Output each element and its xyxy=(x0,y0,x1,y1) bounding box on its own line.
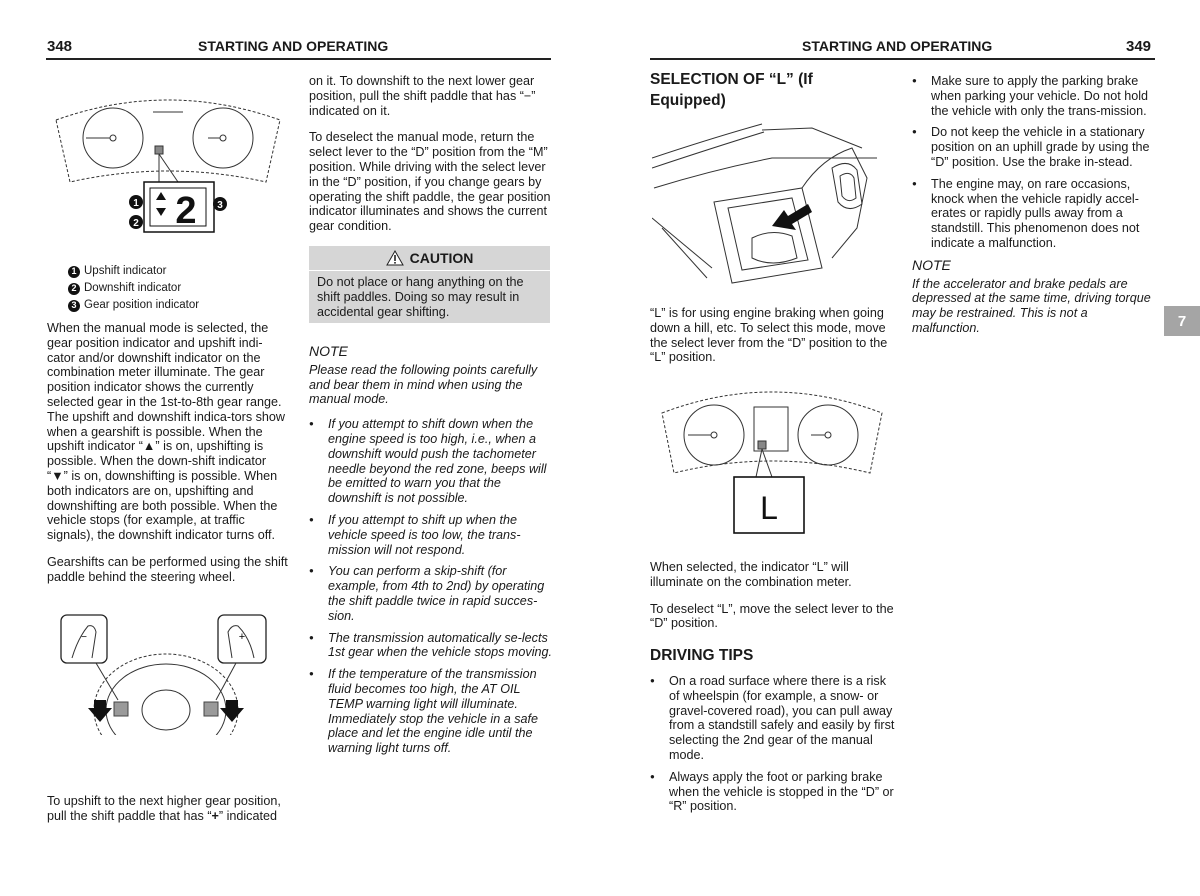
gear-display-number: 2 xyxy=(175,190,197,232)
section-l-text-2 xyxy=(650,560,895,643)
l-indicator-lamp-icon xyxy=(758,441,766,449)
gearshift-paragraph: Gearshifts can be performed using the shift paddle behind the steering wheel. xyxy=(47,554,288,584)
caution-title: CAUTION xyxy=(409,250,474,266)
legend-item xyxy=(68,263,199,280)
warning-triangle-icon xyxy=(386,250,404,266)
gear-indicator-icon xyxy=(155,146,163,154)
page-header-left: STARTING AND OPERATING xyxy=(198,38,389,54)
pull-arrow-right-icon xyxy=(220,700,244,722)
l-indicator-letter: L xyxy=(760,490,778,526)
legend-number: 3 xyxy=(68,300,80,312)
downshift-icon: ▼ xyxy=(51,468,64,483)
combination-meter-figure xyxy=(656,383,888,541)
manual-mode-note xyxy=(309,344,553,763)
callout-3: 3 xyxy=(217,200,223,211)
left-column-text xyxy=(47,321,289,597)
legend-label: Upshift indicator xyxy=(84,265,167,277)
para-fragment: ” is on, upshifting is possible. When the down-shift indicator “ xyxy=(47,439,267,483)
legend-number: 1 xyxy=(68,266,80,278)
note-intro: Please read the following points carefully and bear them in mind when using the manual mode. xyxy=(309,362,538,407)
deselect-manual-paragraph: To deselect the manual mode, return the select lever to the “D” position from the “M” position. While driving with the select lever in the “D” position, if you change gears by operating the shift paddle, the gear position indicator illuminates and shows the current gear condition. xyxy=(309,130,551,234)
list-item: ● If the temperature of the transmission fluid becomes too high, the AT OIL TEMP warning light will illuminate. Immediately stop the vehicle in a safe place and let the engine idle until the warning light turns off. xyxy=(309,667,553,756)
manual-mode-paragraph xyxy=(47,321,289,543)
legend-label: Downshift indicator xyxy=(84,282,182,294)
left-column-2-text xyxy=(309,74,553,246)
legend-item xyxy=(68,297,199,314)
list-item: ● On a road surface where there is a risk of wheelspin (for example, a snow- or gravel-covered road), you can pull away from a standstill safely and easily by first selecting the 2nd gear of the manual mode. xyxy=(650,674,895,763)
para-fragment: When the manual mode is selected, the gear position indicator and upshift indi-cator and/or downshift indicator on the combination meter illuminate. The gear position indicator shows the currently selected gear in the 1st-to-8th gear range. The upshift and downshift indica-tors show when a gearshift is possible. When the upshift indicator “ xyxy=(47,321,286,454)
plus-symbol: + xyxy=(211,808,219,823)
right-page xyxy=(600,0,1200,896)
page-header-right: STARTING AND OPERATING xyxy=(802,38,993,54)
lever-arrow-icon xyxy=(772,204,812,230)
callout-2: 2 xyxy=(133,218,139,229)
caution-text: Do not place or hang anything on the shift paddles. Doing so may result in accidental gear shifting. xyxy=(317,275,524,319)
section-title-l: SELECTION OF “L” (If Equipped) xyxy=(650,71,813,109)
downshift-paragraph: on it. To downshift to the next lower gear position, pull the shift paddle that has “−” indicated on it. xyxy=(309,74,536,118)
engine-braking-paragraph: “L” is for using engine braking when going down a hill, etc. To select this mode, move the select lever from the “D” position to the “L” position. xyxy=(650,306,888,365)
parking-tips-list xyxy=(912,74,1157,251)
para-fragment: To upshift to the next higher gear position, pull the shift paddle that has “ xyxy=(47,794,281,823)
minus-paddle-label: − xyxy=(81,632,87,643)
note-list xyxy=(309,417,553,756)
list-item: ● Do not keep the vehicle in a stationary position on an uphill grade by using the “D” position. Use the brake in-stead. xyxy=(912,125,1157,169)
page-number-right: 349 xyxy=(1126,38,1152,55)
caution-box xyxy=(309,246,550,323)
select-lever-figure xyxy=(652,118,877,288)
steering-wheel-figure xyxy=(56,610,276,735)
deselect-l-paragraph: To deselect “L”, move the select lever to the “D” position. xyxy=(650,601,894,631)
page-number-left: 348 xyxy=(47,38,73,55)
legend-item xyxy=(68,280,199,297)
para-fragment: ” indicated xyxy=(218,808,277,823)
section-l-title-wrap xyxy=(650,69,880,111)
upshift-paragraph xyxy=(47,794,292,836)
chapter-tab[interactable]: 7 xyxy=(1164,306,1200,336)
note-title: NOTE xyxy=(309,343,348,359)
caution-header xyxy=(309,246,550,271)
para-fragment: ” is on, downshifting is possible. When both indicators are on, upshifting and downshifting are both possible. When the vehicle stops (for example, at traffic signals), the downshift indicator turns off. xyxy=(47,468,278,543)
list-item: ● You can perform a skip-shift (for example, from 4th to 2nd) by operating the shift paddle twice in rapid succes-sion. xyxy=(309,564,553,623)
section-title-driving-tips: DRIVING TIPS xyxy=(650,647,754,664)
list-item: ● Make sure to apply the parking brake when parking your vehicle. Do not hold the vehicle with only the trans-mission. xyxy=(912,74,1157,118)
list-item: ● The engine may, on rare occasions, knock when the vehicle rapidly accel-erates or rapidly pulls away from a standstill. This phenomenon does not indicate a malfunction. xyxy=(912,177,1157,251)
plus-paddle-label: + xyxy=(238,631,246,643)
legend-label: Gear position indicator xyxy=(84,299,200,311)
gauge-cluster-figure xyxy=(48,90,288,250)
callout-1: 1 xyxy=(133,198,139,209)
pull-arrow-left-icon xyxy=(88,700,112,722)
list-item: ● Always apply the foot or parking brake when the vehicle is stopped in the “D” or “R” position. xyxy=(650,770,895,814)
list-item: ● If you attempt to shift up when the vehicle speed is too low, the trans-mission will not respond. xyxy=(309,513,553,557)
section-l-text xyxy=(650,306,895,377)
indicator-legend xyxy=(68,263,199,314)
header-rule-right xyxy=(650,58,1155,60)
pedal-note-text: If the accelerator and brake pedals are depressed at the same time, driving torque may be restrained. This is not a malfunction. xyxy=(912,276,1151,335)
indicator-illuminate-paragraph: When selected, the indicator “L” will illuminate on the combination meter. xyxy=(650,560,852,589)
list-item: ● If you attempt to shift down when the engine speed is too high, i.e., when a downshift would push the tachometer needle beyond the red zone, beeps will be emitted to warn you that the downshift is not possible. xyxy=(309,417,553,506)
driving-tips-section xyxy=(650,645,895,821)
header-rule-left xyxy=(46,58,551,60)
right-column-2-text xyxy=(912,74,1157,348)
note-title-right: NOTE xyxy=(912,256,951,273)
legend-number: 2 xyxy=(68,283,80,295)
upshift-icon: ▲ xyxy=(142,439,156,454)
list-item: ● The transmission automatically se-lects 1st gear when the vehicle stops moving. xyxy=(309,631,553,661)
driving-tips-list xyxy=(650,674,895,814)
